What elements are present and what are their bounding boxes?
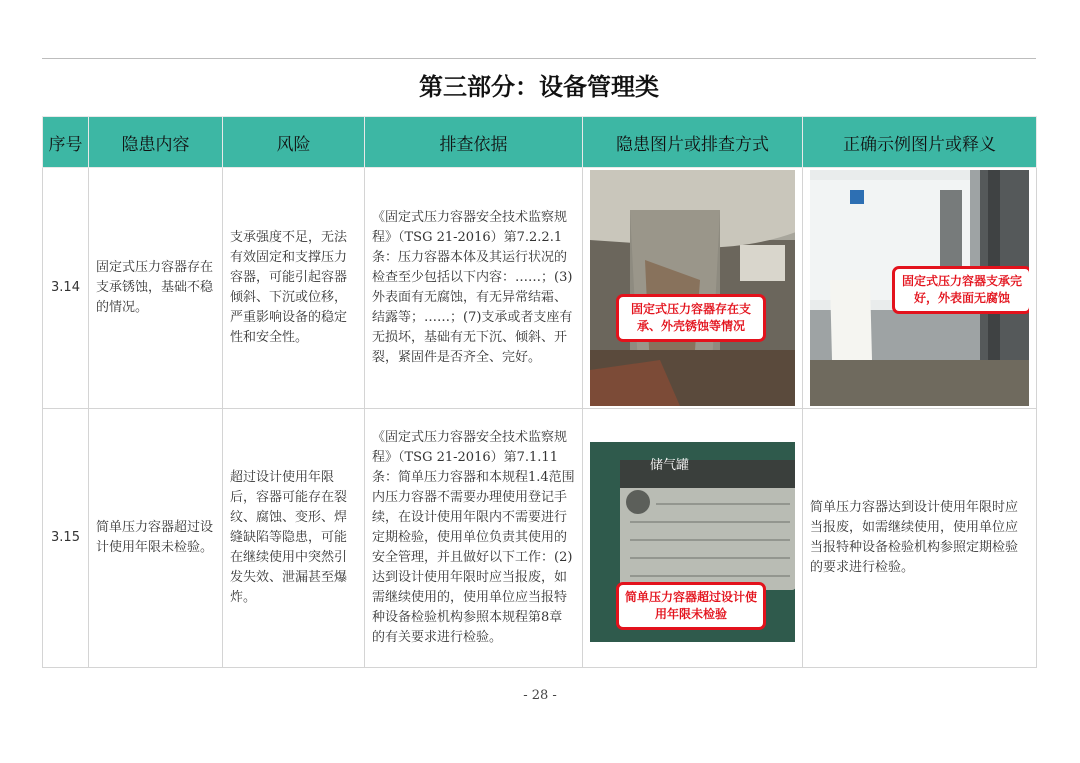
header-basis: 排查依据 bbox=[365, 117, 583, 168]
correct-photo bbox=[810, 170, 1029, 406]
table-row bbox=[43, 168, 1037, 409]
header-hazard: 隐患内容 bbox=[89, 117, 223, 168]
table-header-row bbox=[43, 117, 1037, 168]
plaque-title: 储气罐 bbox=[650, 458, 690, 473]
header-hazard-image: 隐患图片或排查方式 bbox=[583, 117, 803, 168]
correct-photo-cell bbox=[803, 168, 1037, 409]
header-risk: 风险 bbox=[223, 117, 365, 168]
hazard-photo-cell bbox=[583, 168, 803, 409]
hazard-content: 固定式压力容器存在支承锈蚀，基础不稳的情况。 bbox=[89, 168, 223, 409]
hazard-callout: 固定式压力容器存在支承、外壳锈蚀等情况 bbox=[616, 294, 766, 342]
page-title: 第三部分：设备管理类 bbox=[42, 58, 1036, 113]
inspection-basis: 《固定式压力容器安全技术监察规程》（TSG 21-2016）第7.1.11条：简单压力容器和本规程1.4范围内压力容器不需要办理使用登记手续，在设计使用年限内不需要进行定期检验，使用单位负责其使用的安全管理，并且做好以下工作：(2)达到设计使用年限时应当报废，如需继续使用的，使用单位应当报特种设备检验机构参照本规程第8章的有关要求进行检验。 bbox=[365, 409, 583, 668]
page-number: - 28 - bbox=[523, 688, 557, 703]
risk-text: 支承强度不足，无法有效固定和支撑压力容器，可能引起容器倾斜、下沉或位移，严重影响设备的稳定性和安全性。 bbox=[223, 168, 365, 409]
hazard-callout: 简单压力容器超过设计使用年限未检验 bbox=[616, 582, 766, 630]
header-no: 序号 bbox=[43, 117, 89, 168]
row-number: 3.15 bbox=[43, 409, 89, 668]
table-row bbox=[43, 409, 1037, 668]
row-number: 3.14 bbox=[43, 168, 89, 409]
risk-text: 超过设计使用年限后，容器可能存在裂纹、腐蚀、变形、焊缝缺陷等隐患，可能在继续使用中突然引发失效、泄漏甚至爆炸。 bbox=[223, 409, 365, 668]
hazard-table bbox=[42, 116, 1037, 668]
rusted-vessel-image bbox=[590, 170, 795, 406]
hazard-photo-cell bbox=[583, 409, 803, 668]
inspection-basis: 《固定式压力容器安全技术监察规程》（TSG 21-2016）第7.2.2.1条：压力容器本体及其运行状况的检查至少包括以下内容：……；(3)外表面有无腐蚀，有无异常结霜、结露等；……；(7)支承或者支座有无损坏，基础有无下沉、倾斜、开裂，紧固件是否齐全、完好。 bbox=[365, 168, 583, 409]
correct-explanation: 简单压力容器达到设计使用年限时应当报废，如需继续使用，使用单位应当报特种设备检验机构参照定期检验的要求进行检验。 bbox=[803, 409, 1037, 668]
header-correct-example: 正确示例图片或释义 bbox=[803, 117, 1037, 168]
nameplate-photo bbox=[590, 442, 795, 642]
correct-callout: 固定式压力容器支承完好，外表面无腐蚀 bbox=[892, 266, 1029, 314]
hazard-photo bbox=[590, 170, 795, 406]
hazard-content: 简单压力容器超过设计使用年限未检验。 bbox=[89, 409, 223, 668]
